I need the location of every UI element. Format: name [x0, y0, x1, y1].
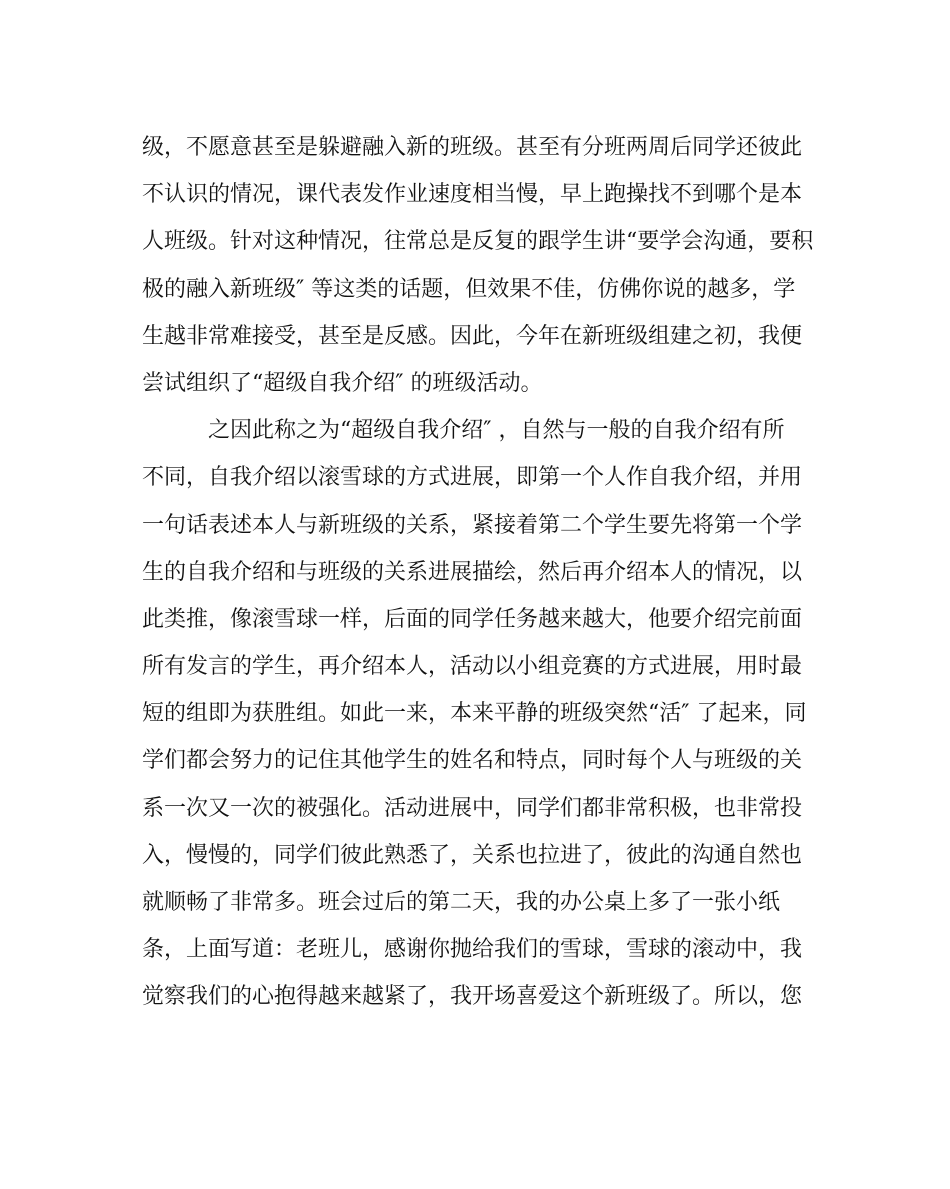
body-text — [142, 124, 822, 1021]
text-line: 短的组即为获胜组。如此一来，本来平静的班级突然“活″ 了起来，同 — [142, 701, 807, 727]
text-line: 觉察我们的心抱得越来越紧了，我开场喜爱这个新班级了。所以，您 — [142, 984, 803, 1010]
text-line: 极的融入新班级″ 等这类的话题，但效果不佳，仿佛你说的越多，学 — [142, 276, 796, 302]
text-line: 此类推，像滚雪球一样，后面的同学任务越来越大，他要介绍完前面 — [142, 606, 803, 632]
text-line: 所有发言的学生，再介绍本人，活动以小组竞赛的方式进展，用时最 — [142, 654, 803, 680]
text-line: 一句话表述本人与新班级的关系，紧接着第二个学生要先将第一个学 — [142, 512, 803, 538]
text-line: 生的自我介绍和与班级的关系进展描绘，然后再介绍本人的情况，以 — [142, 559, 803, 585]
text-line: 人班级。针对这种情况，往常总是反复的跟学生讲“要学会沟通，要积 — [142, 229, 814, 255]
text-line: 尝试组织了“超级自我介绍″ 的班级活动。 — [142, 370, 543, 396]
paragraph-start-line: 之因此称之为“超级自我介绍″ ，自然与一般的自我介绍有所 — [208, 418, 785, 444]
text-line: 学们都会努力的记住其他学生的姓名和特点，同时每个人与班级的关 — [142, 748, 803, 774]
text-line: 就顺畅了非常多。班会过后的第二天，我的办公桌上多了一张小纸 — [142, 890, 781, 915]
text-line: 条，上面写道：老班儿，感谢你抛给我们的雪球，雪球的滚动中，我 — [142, 937, 803, 963]
text-line: 系一次又一次的被强化。活动进展中，同学们都非常积极，也非常投 — [142, 795, 803, 821]
text-line: 级，不愿意甚至是躲避融入新的班级。甚至有分班两周后同学还彼此 — [142, 135, 803, 160]
text-line: 入，慢慢的，同学们彼此熟悉了，关系也拉进了，彼此的沟通自然也 — [142, 842, 803, 868]
text-line: 生越非常难接受，甚至是反感。因此，今年在新班级组建之初，我便 — [142, 323, 803, 349]
text-line: 不同，自我介绍以滚雪球的方式进展，即第一个人作自我介绍，并用 — [142, 465, 803, 491]
text-line: 不认识的情况，课代表发作业速度相当慢，早上跑操找不到哪个是本 — [142, 182, 803, 208]
